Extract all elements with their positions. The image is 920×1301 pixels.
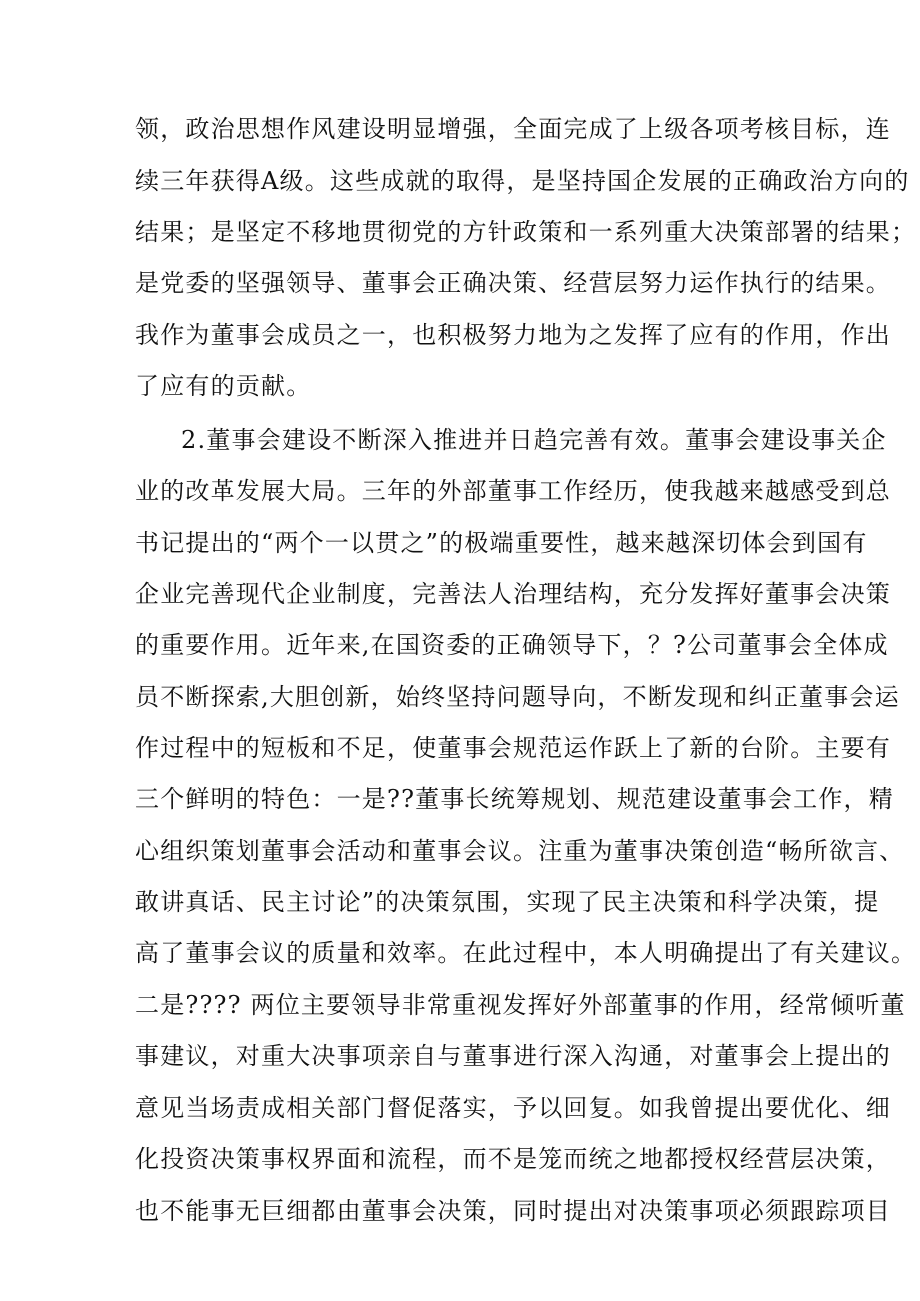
text-line: 业的改革发展大局。三年的外部董事工作经历，使我越来越感受到总 bbox=[135, 477, 891, 505]
text-line: 的重要作用。近年来,在国资委的正确领导下，？?公司董事会全体成 bbox=[135, 631, 889, 659]
text-line: 三个鲜明的特色：一是??董事长统筹规划、规范建设董事会工作，精 bbox=[135, 785, 894, 813]
text-line: 化投资决策事权界面和流程，而不是笼而统之地都授权经营层决策， bbox=[135, 1145, 891, 1173]
text-line: 了应有的贡献。 bbox=[135, 372, 312, 400]
text-line: 企业完善现代企业制度，完善法人治理结构，充分发挥好董事会决策 bbox=[135, 580, 891, 608]
text-line: 高了董事会议的质量和效率。在此过程中，本人明确提出了有关建议。 bbox=[135, 939, 917, 967]
text-line: 书记提出的“两个一以贯之”的极端重要性，越来越深切体会到国有 bbox=[135, 529, 868, 557]
paragraph-heading-line: 2.董事会建设不断深入推进并日趋完善有效。董事会建设事关企 bbox=[181, 426, 887, 454]
text-line: 我作为董事会成员之一，也积极努力地为之发挥了应有的作用，作出 bbox=[135, 321, 891, 349]
text-line: 也不能事无巨细都由董事会决策，同时提出对决策事项必须跟踪项目 bbox=[135, 1197, 891, 1225]
text-line: 作过程中的短板和不足，使董事会规范运作跃上了新的台阶。主要有 bbox=[135, 734, 891, 762]
text-line: 敢讲真话、民主讨论”的决策氛围，实现了民主决策和科学决策，提 bbox=[135, 888, 880, 916]
text-line: 是党委的坚强领导、董事会正确决策、经营层努力运作执行的结果。 bbox=[135, 269, 891, 297]
text-line: 续三年获得A级。这些成就的取得，是坚持国企发展的正确政治方向的 bbox=[135, 167, 910, 195]
text-line: 意见当场责成相关部门督促落实，予以回复。如我曾提出要优化、细 bbox=[135, 1094, 891, 1122]
text-line: 事建议，对重大决事项亲自与董事进行深入沟通，对董事会上提出的 bbox=[135, 1042, 891, 1070]
text-line: 员不断探索,大胆创新，始终坚持问题导向，不断发现和纠正董事会运 bbox=[135, 683, 900, 711]
text-line: 结果；是坚定不移地贯彻党的方针政策和一系列重大决策部署的结果； bbox=[135, 218, 917, 246]
text-line: 二是???? 两位主要领导非常重视发挥好外部董事的作用，经常倾听董 bbox=[135, 991, 906, 1019]
text-line: 领，政治思想作风建设明显增强，全面完成了上级各项考核目标，连 bbox=[135, 115, 891, 143]
text-line: 心组织策划董事会活动和董事会议。注重为董事决策创造“畅所欲言、 bbox=[135, 837, 905, 865]
